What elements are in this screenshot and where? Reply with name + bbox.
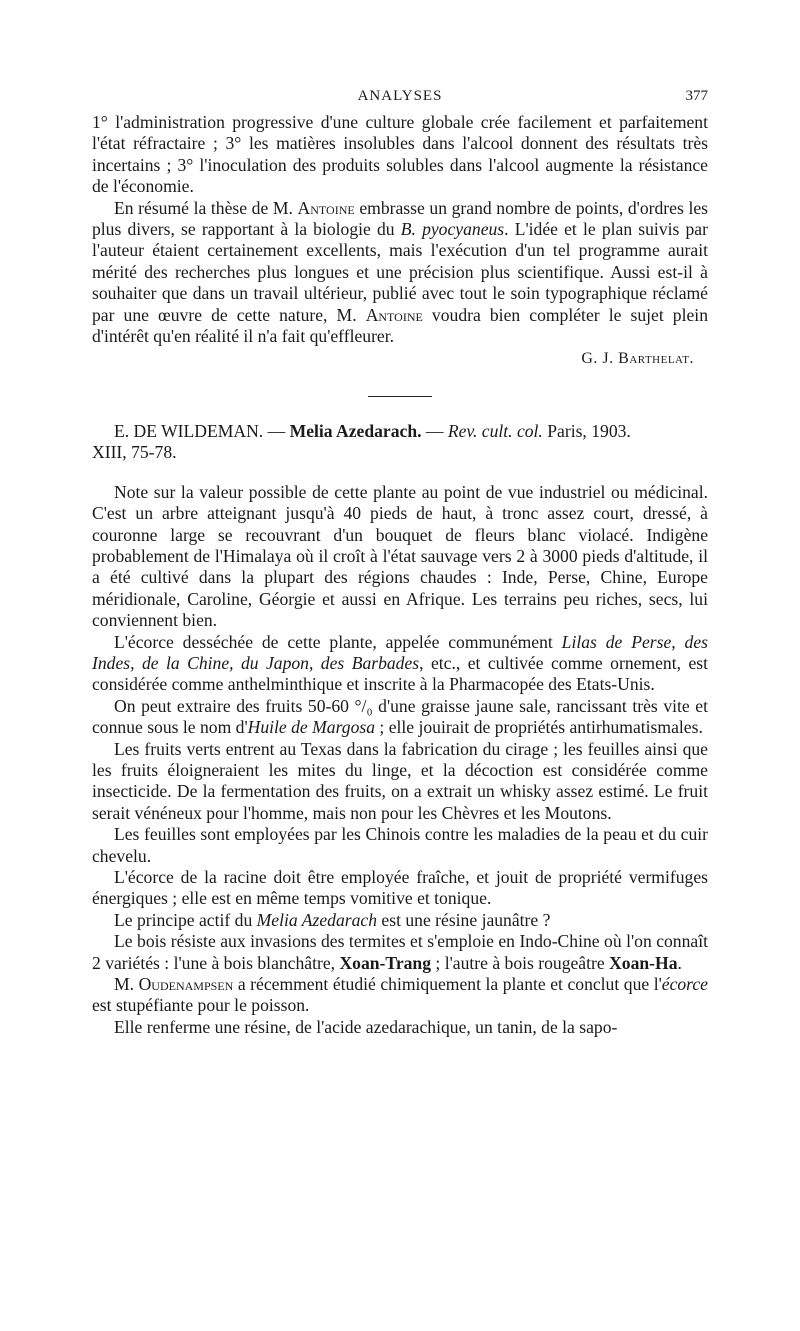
oil-name: Huile de Margosa (247, 717, 376, 738)
emphasis-word: écorce (661, 974, 708, 995)
page-number: 377 (685, 88, 708, 104)
variety-name: Xoan-Trang (339, 952, 432, 973)
heading-author: E. DE WILDEMAN. — (114, 420, 290, 441)
variety-name: Xoan-Ha (609, 952, 678, 973)
text-run: En résumé la thèse de M. (114, 197, 298, 218)
review2-paragraph-2 (92, 632, 708, 696)
review1-paragraph-2 (92, 198, 708, 348)
author-name: Antoine (297, 197, 355, 218)
text-run: ; elle jouirait de propriétés antirhumatismales. (375, 717, 703, 738)
review2-paragraph-6: L'écorce de la racine doit être employée fraîche, et jouit de propriété vermifuges énergiques ; elle est en même temps vomitive et tonique. (92, 867, 708, 909)
review2-paragraph-9 (92, 974, 708, 1017)
text-run: . L'idée et le plan suivis par l'auteur étaient certainement excellents, mais l'exécution d'un tel programme aurait mérité des recherches plus longues et une précision plus scientifique. Aussi est-il à souhaiter que dans un travail ultérieur, publié avec tout le soin typographique réclamé par une œuvre de cette nature, M. (92, 219, 708, 325)
text-run: . (677, 952, 682, 973)
text-run: est une résine jaunâtre ? (377, 909, 551, 930)
text-run: voudra bien compléter le sujet plein d'intérêt qu'en réalité il n'a fait qu'effleurer. (92, 304, 708, 347)
text-run: On peut extraire des fruits 50-60 °/₀ d'une graisse jaune sale, rancissant très vite et connue sous le nom d' (92, 695, 708, 738)
text-run: , etc., et cultivée comme ornement, est considérée comme anthelminthique et inscrite à la Pharmacopée des Etats-Unis. (92, 652, 708, 695)
page (92, 88, 708, 1038)
body-text (92, 112, 708, 1038)
heading-volume-pages: XIII, 75-78. (92, 442, 177, 463)
text-run: L'écorce desséchée de cette plante, appelée communément (114, 631, 562, 652)
text-run: est stupéfiante pour le poisson. (92, 995, 310, 1016)
text-run: M. (114, 974, 139, 995)
common-names: Lilas de Perse, des Indes, de la Chine, du Japon, des Barbades (92, 631, 708, 673)
heading-subject: Melia Azedarach. (289, 420, 422, 441)
text-run: embrasse un grand nombre de points, d'ordres les plus divers, se rapportant à la biologie du (92, 197, 708, 240)
review2-paragraph-4: Les fruits verts entrent au Texas dans la fabrication du cirage ; les feuilles ainsi que les fruits éloigneraient les mites du linge, et la décoction est considérée comme insecticide. De la fermentation des fruits, on a extrait un whisky assez estimé. Le fruit serait vénéneux pour l'homme, mais non pour les Chèvres et les Moutons. (92, 738, 708, 823)
review2-paragraph-10: Elle renferme une résine, de l'acide azedarachique, un tanin, de la sapo- (114, 1016, 618, 1037)
text-run: ; l'autre à bois rougeâtre (431, 952, 610, 973)
author-name: Antoine (365, 304, 423, 325)
review2-paragraph-7 (92, 910, 708, 931)
review2-paragraph-5: Les feuilles sont employées par les Chinois contre les maladies de la peau et du cuir chevelu. (92, 824, 708, 866)
review1-signature: G. J. Barthelat. (581, 350, 694, 368)
review2-paragraph-3 (92, 696, 708, 739)
running-head-title: ANALYSES (357, 88, 443, 104)
heading-journal: Rev. cult. col. (447, 420, 543, 441)
heading-dash: — (421, 420, 448, 441)
running-head (92, 88, 708, 112)
review2-heading (92, 421, 708, 464)
author-name: Oudenampsen (138, 974, 234, 995)
review1-paragraph-1: 1° l'administration progressive d'une culture globale crée facilement et parfaitement l'état réfractaire ; 3° les matières insolubles dans l'alcool donnent des résultats très incertains ; 3° l'inoculation des produits solubles dans l'alcool augmente la résistance de l'économie. (92, 112, 708, 197)
species-name: Melia Azedarach (256, 909, 378, 930)
section-divider (368, 396, 432, 397)
heading-city-year: Paris, 1903. (542, 420, 631, 441)
review2-paragraph-1: Note sur la valeur possible de cette plante au point de vue industriel ou médicinal. C'est un arbre atteignant jusqu'à 40 pieds de haut, à tronc assez court, dressé, à couronne large se recouvrant d'un bouquet de fleurs blanc violacé. Indigène probablement de l'Himalaya où il croît à l'état sauvage vers 2 à 3000 pieds d'altitude, il a été cultivé dans la plupart des régions chaudes : Inde, Perse, Chine, Europe méridionale, Caroline, Géorgie et aussi en Afrique. Les terrains peu riches, secs, lui conviennent bien. (92, 481, 708, 631)
text-run: a récemment étudié chimiquement la plante et conclut que l' (233, 974, 662, 995)
text-run: Le bois résiste aux invasions des termites et s'emploie en Indo-Chine où l'on connaît 2 variétés : l'une à bois blanchâtre, (92, 931, 708, 973)
species-name: B. pyocyaneus (400, 219, 505, 240)
review2-paragraph-8 (92, 931, 708, 974)
text-run: Le principe actif du (114, 909, 257, 930)
